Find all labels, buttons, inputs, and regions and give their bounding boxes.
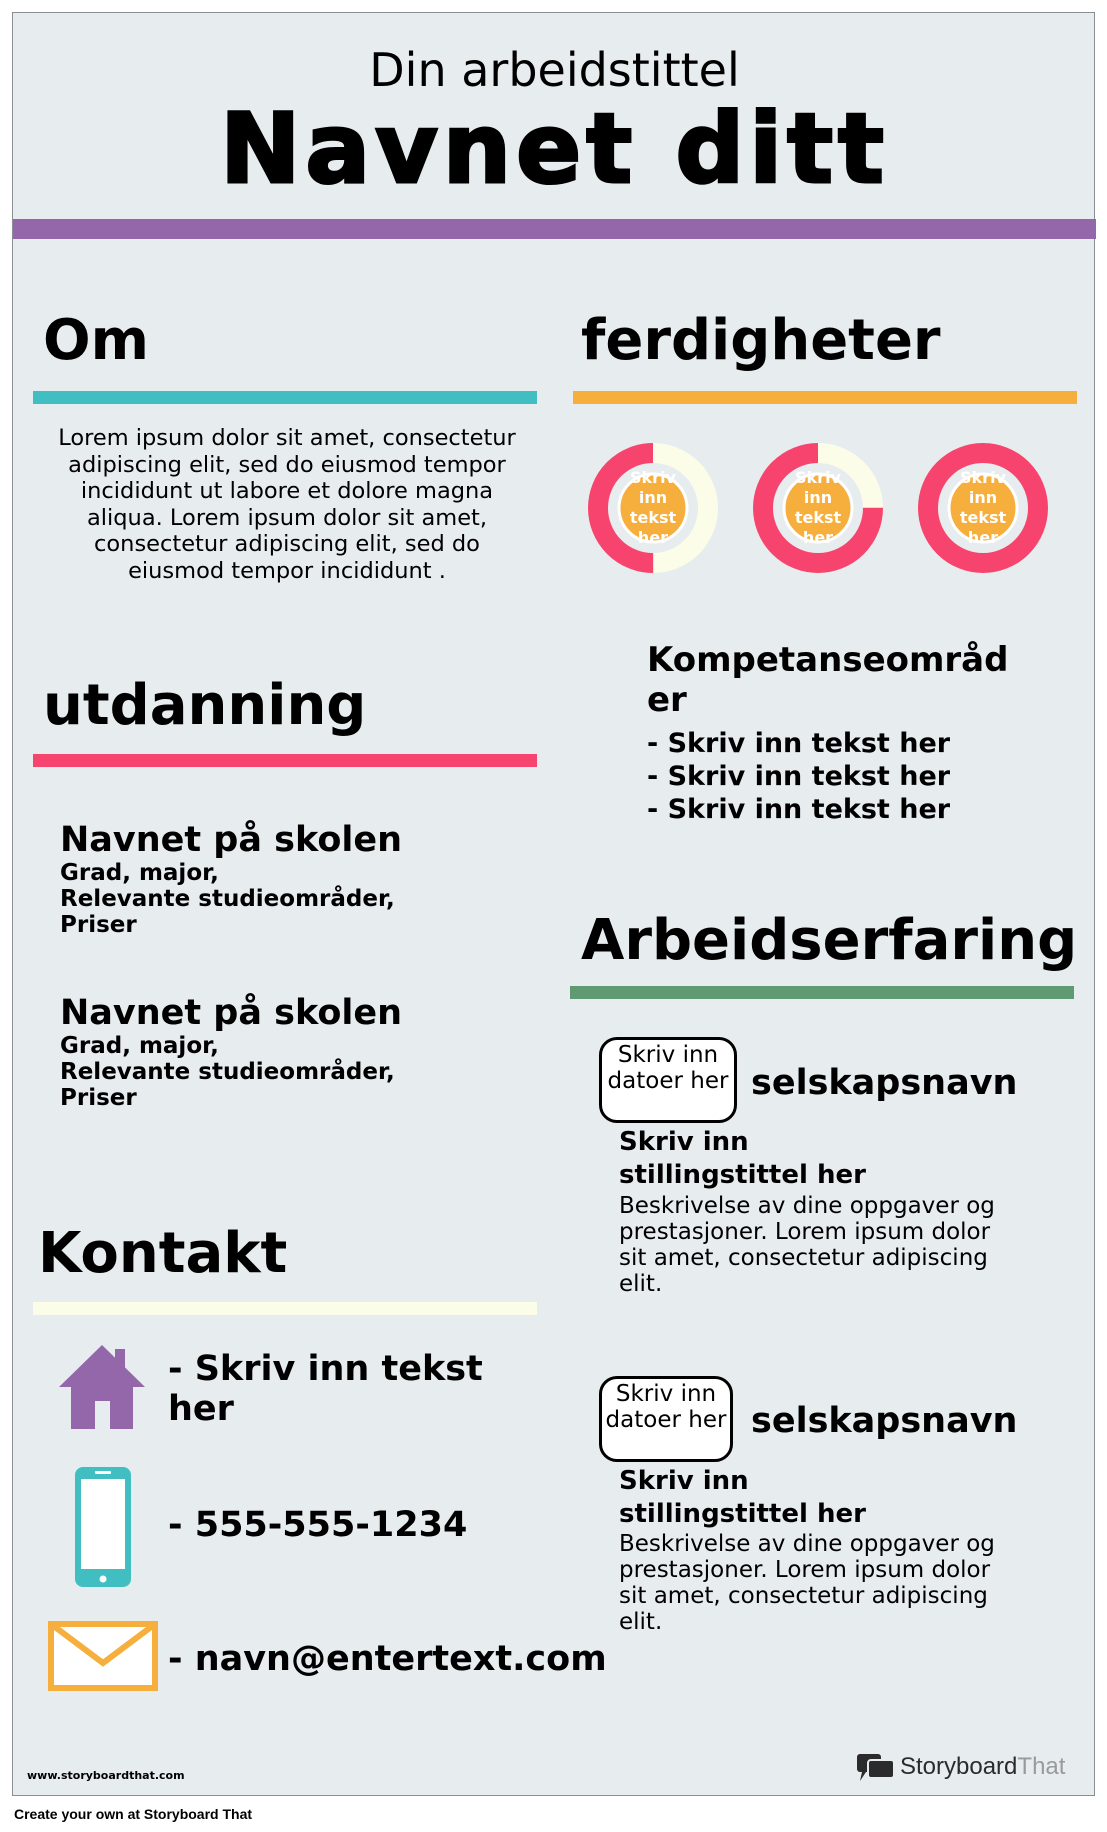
school-degree: Grad, major, [60,860,219,886]
company-name: selskapsnavn [751,1401,1018,1441]
create-link[interactable]: Create your own at Storyboard That [14,1806,253,1822]
company-name: selskapsnavn [751,1063,1018,1103]
email-icon [48,1621,158,1691]
resume-page [12,12,1095,1796]
education-heading: utdanning [43,673,367,738]
job-dates: Skriv inn datoer her [599,1376,733,1462]
logo-text-b: That [1017,1753,1066,1780]
school-areas: Relevante studieområder, [60,1059,395,1085]
contact-divider [33,1302,537,1315]
speech-bubble-icon [856,1751,896,1783]
person-name: Navnet ditt [220,93,889,205]
experience-divider [570,986,1074,999]
skill-donut [753,443,883,573]
job-position: Skriv inn stillingstittel her [619,1127,866,1190]
contact-heading: Kontakt [38,1221,288,1286]
storyboardthat-logo [856,1749,1065,1785]
school-awards: Priser [60,912,137,938]
school-entry-1 [60,820,520,938]
skills-divider [573,391,1077,404]
school-awards: Priser [60,1085,137,1111]
school-degree: Grad, major, [60,1033,219,1059]
school-name: Navnet på skolen [60,993,403,1033]
education-divider [33,754,537,767]
school-name: Navnet på skolen [60,820,403,860]
job-title: Din arbeidstittel [369,43,740,97]
list-item: - Skriv inn tekst her [647,794,951,825]
competence-heading: Kompetanseområder [647,640,1009,720]
about-heading: Om [43,308,149,373]
logo-text-a: Storyboard [900,1753,1018,1780]
job-position: Skriv inn stillingstittel her [619,1466,866,1529]
skill-donut-label: Skriv inn tekst her [794,468,842,547]
school-areas: Relevante studieområder, [60,886,395,912]
job-description: Beskrivelse av dine oppgaver og prestasjoner. Lorem ipsum dolor sit amet, consectetur adipiscing elit. [619,1531,995,1635]
job-dates: Skriv inn datoer her [599,1037,737,1123]
skill-donut-label: Skriv inn tekst her [959,468,1007,547]
about-divider [33,391,537,404]
email-text: - navn@entertext.com [168,1639,607,1679]
address-text: - Skriv inn tekst her [168,1349,483,1429]
phone-icon [73,1465,133,1589]
home-icon [57,1343,147,1431]
phone-text: - 555-555-1234 [168,1505,468,1545]
skill-donut [918,443,1048,573]
competence-list [647,727,1047,826]
list-item: - Skriv inn tekst her [647,728,951,759]
list-item: - Skriv inn tekst her [647,761,951,792]
experience-heading: Arbeidserfaring [581,908,1078,973]
skill-donut [588,443,718,573]
school-entry-2 [60,993,520,1111]
footer-url[interactable]: www.storyboardthat.com [27,1769,185,1782]
skills-heading: ferdigheter [581,308,941,373]
job-description: Beskrivelse av dine oppgaver og prestasjoner. Lorem ipsum dolor sit amet, consectetur adipiscing elit. [619,1193,995,1297]
header-divider [13,219,1096,239]
skill-donut-label: Skriv inn tekst her [629,468,677,547]
about-text: Lorem ipsum dolor sit amet, consectetur adipiscing elit, sed do eiusmod tempor incididunt ut labore et dolore magna aliqua. Lorem ipsum dolor sit amet, consectetur adipiscing elit, sed do eiusmod tempor incididunt . [58,425,516,584]
